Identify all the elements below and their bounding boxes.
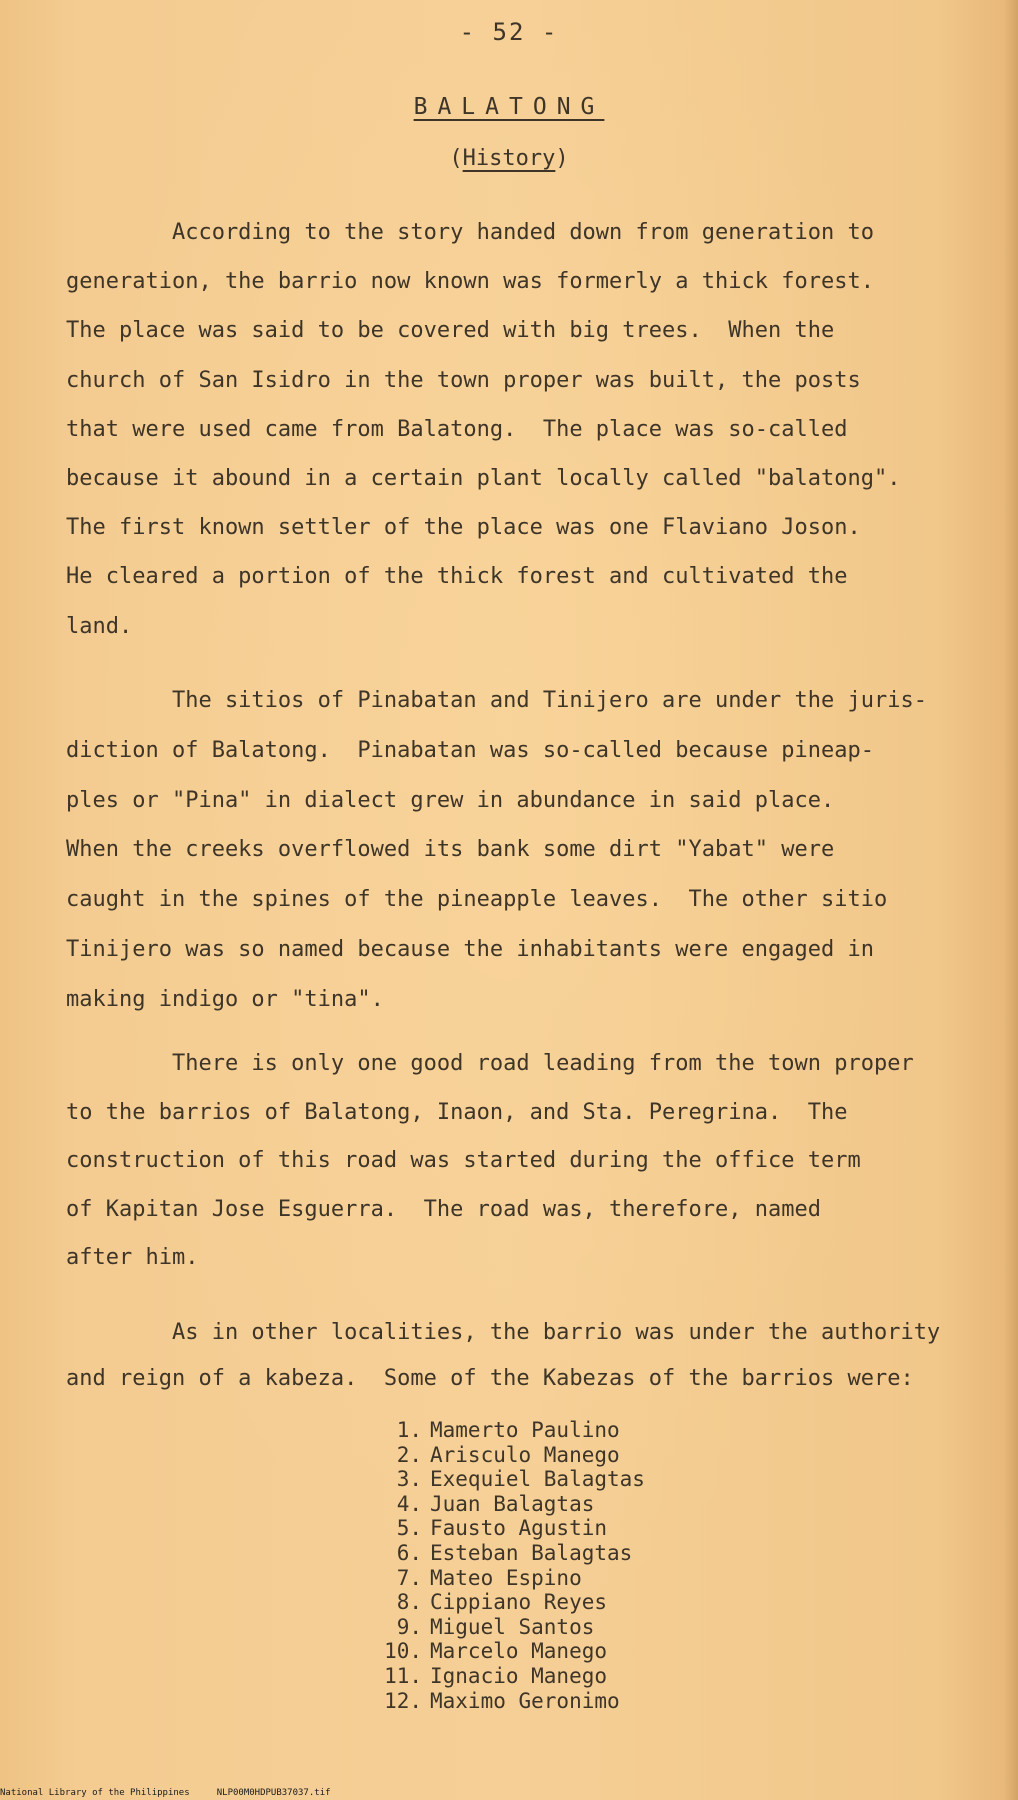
scan-footer: National Library of the Philippines NLP00M0HDPUB37037.tif — [0, 1788, 331, 1798]
list-item-number: 11. — [384, 1663, 422, 1688]
list-item-number: 7. — [396, 1565, 422, 1590]
paragraph-sitios: The sitios of Pinabatan and Tinijero are under the juris- diction of Balatong. Pinabatan was so-called because pineap- ples or "Pina" in dialect grew in abundance in said place. When the creeks overflowed its bank some dirt "Yabat" were caught in the spines of the pineapple leaves. The other sitio Tinijero was so named because the inhabitants were engaged in making indigo or "tina". — [66, 688, 927, 1012]
list-item — [360, 1615, 645, 1640]
list-item-number: 9. — [396, 1614, 422, 1639]
list-item-name: Mamerto Paulino — [430, 1418, 620, 1442]
paragraph-road: There is only one good road leading from the town proper to the barrios of Balatong, Inaon, and Sta. Peregrina. The construction of this road was started during the office term of Kapitan Jose Esguerra. The road was, therefore, named after him. — [66, 1051, 914, 1270]
list-item — [360, 1590, 645, 1615]
list-item-name: Esteban Balagtas — [430, 1540, 633, 1565]
document-title — [0, 94, 1018, 120]
document-subtitle: (History) — [449, 146, 569, 171]
list-item — [360, 1467, 645, 1492]
paragraph-origin: According to the story handed down from generation to generation, the barrio now known was formerly a thick forest. The place was said to be covered with big trees. When the church of San Isidro in the town proper was built, the posts that were used came from Balatong. The place was so-called because it abound in a certain plant locally called "balatong". The first known settler of the place was one Flaviano Joson. He cleared a portion of the thick forest and cultivated the land. — [66, 220, 901, 639]
list-item-number: 12. — [384, 1688, 422, 1713]
list-item — [360, 1516, 645, 1541]
list-item-name: Cippiano Reyes — [430, 1590, 608, 1615]
list-item-name: Exequiel Balagtas — [430, 1467, 645, 1492]
list-item — [360, 1443, 645, 1468]
list-item-number: 8. — [396, 1590, 422, 1615]
list-item — [360, 1664, 645, 1689]
list-item-number: 4. — [396, 1491, 422, 1516]
list-item-name: Arisculo Manego — [430, 1442, 620, 1467]
list-item-number: 2. — [396, 1442, 422, 1467]
list-item-number: 3. — [396, 1467, 422, 1492]
list-item-name: Mateo Espino — [430, 1565, 582, 1590]
list-item-number: 1. — [396, 1418, 422, 1442]
subtitle-text: History — [462, 146, 556, 171]
list-item — [360, 1541, 645, 1566]
page-edge-shadow — [1004, 0, 1018, 1800]
list-item — [360, 1566, 645, 1591]
page-number: - 52 - — [459, 18, 559, 46]
list-item-number: 10. — [384, 1639, 422, 1664]
list-item-name: Fausto Agustin — [430, 1516, 608, 1541]
list-item-name: Ignacio Manego — [430, 1663, 608, 1688]
list-item-number: 6. — [396, 1540, 422, 1565]
kabeza-list — [360, 1418, 645, 1713]
list-item — [360, 1689, 645, 1714]
list-item — [360, 1418, 645, 1443]
paragraph-kabezas: As in other localities, the barrio was under the authority and reign of a kabeza. Some of the Kabezas of the barrios were: — [66, 1320, 941, 1391]
list-item-number: 5. — [396, 1516, 422, 1541]
list-item — [360, 1492, 645, 1517]
title-text: BALATONG — [413, 94, 605, 120]
list-item-name: Juan Balagtas — [430, 1491, 595, 1516]
list-item — [360, 1639, 645, 1664]
list-item-name: Marcelo Manego — [430, 1639, 608, 1664]
list-item-name: Maximo Geronimo — [430, 1688, 620, 1713]
list-item-name: Miguel Santos — [430, 1614, 595, 1639]
